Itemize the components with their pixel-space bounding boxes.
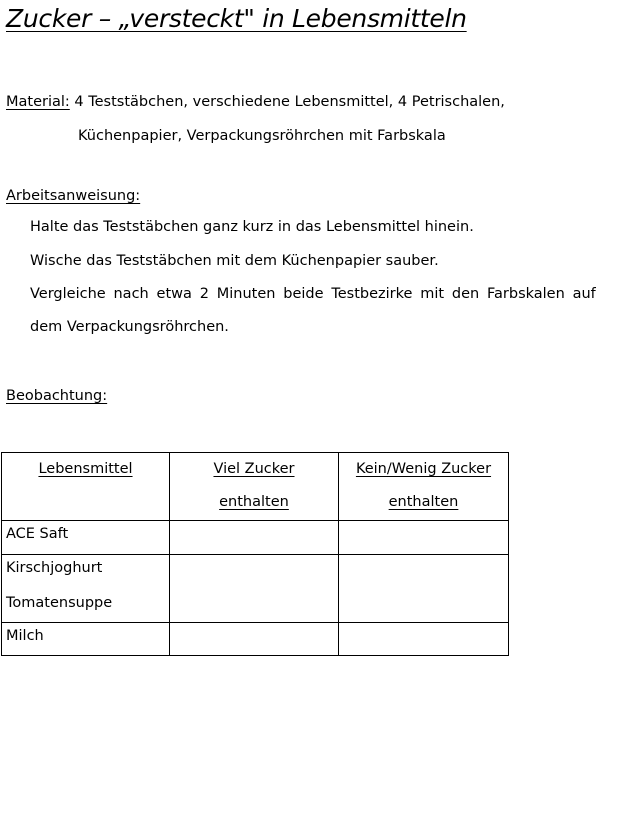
header-food-label: Lebensmittel [38,461,133,477]
instruction-line-3: Vergleiche nach etwa 2 Minuten beide Testbezirke mit den Farbskalen auf [30,286,596,302]
cell-little-sugar[interactable] [339,623,509,656]
instruction-line-2: Wische das Teststäbchen mit dem Küchenpapier sauber. [30,253,439,269]
cell-much-sugar[interactable] [170,521,339,555]
food-name: ACE Saft [6,526,69,542]
cell-little-sugar[interactable] [339,555,509,623]
cell-little-sugar[interactable] [339,521,509,555]
header-food [2,453,170,521]
table-row [2,623,509,656]
table-header-row [2,453,509,521]
material-line-2: Küchenpapier, Verpackungsröhrchen mit Farbskala [78,128,446,144]
cell-food [2,555,170,623]
instructions-label: Arbeitsanweisung: [6,188,141,204]
header-little-sugar-line-2: enthalten [388,494,459,510]
cell-much-sugar[interactable] [170,623,339,656]
food-name: Milch [6,628,44,644]
observation-table [1,452,509,656]
cell-food [2,521,170,555]
material-label: Material: [6,94,70,110]
instruction-line-1: Halte das Teststäbchen ganz kurz in das Lebensmittel hinein. [30,219,474,235]
header-much-sugar [170,453,339,521]
material-line-1 [6,94,505,110]
instruction-line-4: dem Verpackungsröhrchen. [30,319,229,335]
header-little-sugar-line-1: Kein/Wenig Zucker [355,461,492,477]
observation-label: Beobachtung: [6,388,108,404]
header-little-sugar [339,453,509,521]
table-row [2,521,509,555]
food-name: Kirschjoghurt [6,560,103,576]
header-much-sugar-line-1: Viel Zucker [213,461,295,477]
cell-much-sugar[interactable] [170,555,339,623]
table-row [2,555,509,623]
header-much-sugar-line-2: enthalten [219,494,289,510]
page-title: Zucker – „versteckt" in Lebensmitteln [6,4,467,33]
material-text-1: 4 Teststäbchen, verschiedene Lebensmittel, 4 Petrischalen, [69,94,505,110]
cell-food [2,623,170,656]
food-name: Tomatensuppe [6,595,113,611]
